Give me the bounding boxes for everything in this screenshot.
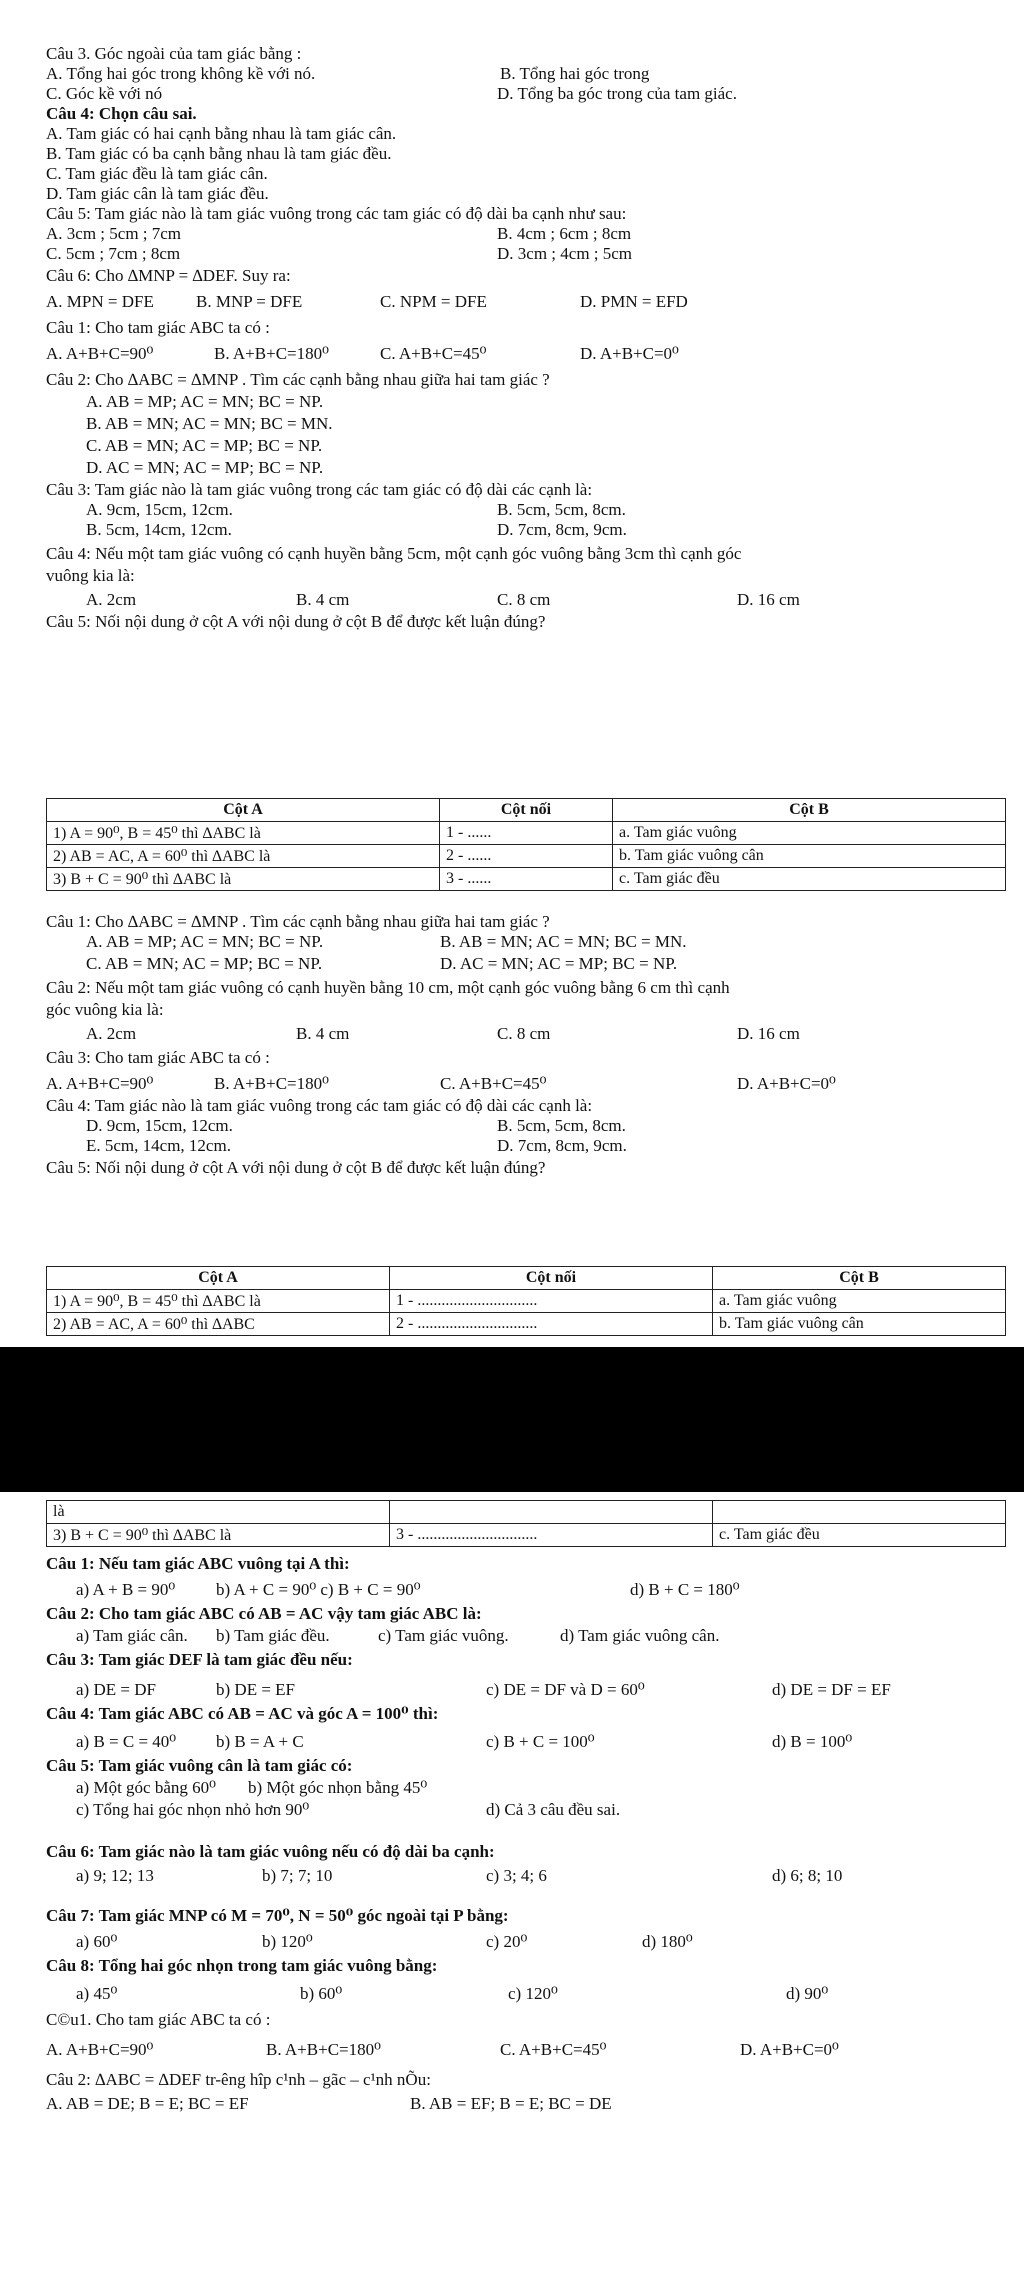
answer-option: C. Góc kề với nó — [46, 84, 163, 103]
table-row — [47, 1524, 1006, 1547]
question-line: C©u1. Cho tam giác ABC ta có : — [46, 2010, 271, 2029]
question-line: Câu 2: Nếu một tam giác vuông có cạnh huyền bằng 10 cm, một cạnh góc vuông bằng 6 cm thì cạnh — [46, 978, 730, 997]
answer-option: b) 120⁰ — [262, 1932, 313, 1951]
question-line: A. AB = MP; AC = MN; BC = NP. — [86, 392, 324, 411]
table-row — [47, 1501, 1006, 1524]
cell: c. Tam giác đều — [613, 868, 1006, 891]
question-line: Câu 1: Nếu tam giác ABC vuông tại A thì: — [46, 1554, 350, 1573]
cell[interactable]: 2 - .............................. — [390, 1313, 713, 1336]
answer-option: A. A+B+C=90⁰ — [46, 1074, 154, 1093]
answer-option: c) DE = DF và D = 60⁰ — [486, 1680, 645, 1699]
answer-option: A. A+B+C=90⁰ — [46, 2040, 154, 2059]
question-line: Câu 5: Nối nội dung ở cột A với nội dung ở cột B để được kết luận đúng? — [46, 612, 546, 631]
answer-option: A. AB = MP; AC = MN; BC = NP. — [86, 932, 324, 951]
table-row — [47, 868, 1006, 891]
answer-option: A. 2cm — [86, 590, 137, 609]
answer-option: a) 45⁰ — [76, 1984, 118, 2003]
question-line: Câu 5: Tam giác vuông cân là tam giác có: — [46, 1756, 353, 1775]
answer-option: b) DE = EF — [216, 1680, 295, 1699]
answer-option: d) Tam giác vuông cân. — [560, 1626, 720, 1645]
answer-option: a) Tam giác cân. — [76, 1626, 188, 1645]
matching-table-3 — [46, 1500, 1006, 1547]
question-line: Câu 3: Cho tam giác ABC ta có : — [46, 1048, 270, 1067]
answer-option: D. PMN = EFD — [580, 292, 688, 311]
answer-option: c) Tam giác vuông. — [378, 1626, 509, 1645]
cell: c. Tam giác đều — [713, 1524, 1006, 1547]
answer-option: B. MNP = DFE — [196, 292, 303, 311]
question-line: Câu 7: Tam giác MNP có M = 70⁰, N = 50⁰ góc ngoài tại P bằng: — [46, 1906, 509, 1925]
answer-option: b) 7; 7; 10 — [262, 1866, 333, 1885]
question-line: Câu 8: Tổng hai góc nhọn trong tam giác vuông bằng: — [46, 1956, 438, 1975]
answer-option: B. AB = MN; AC = MN; BC = MN. — [440, 932, 687, 951]
question-line: Câu 6: Tam giác nào là tam giác vuông nếu có độ dài ba cạnh: — [46, 1842, 495, 1861]
answer-option: A. A+B+C=90⁰ — [46, 344, 154, 363]
table-row — [47, 1290, 1006, 1313]
answer-option: C. A+B+C=45⁰ — [440, 1074, 547, 1093]
answer-option: d) B + C = 180⁰ — [630, 1580, 740, 1599]
question-line: Câu 4: Nếu một tam giác vuông có cạnh huyền bằng 5cm, một cạnh góc vuông bằng 3cm thì cạnh góc — [46, 544, 742, 563]
table-row — [47, 1313, 1006, 1336]
table-row — [47, 822, 1006, 845]
table-header-row — [47, 1267, 1006, 1290]
answer-option: a) B = C = 40⁰ — [76, 1732, 177, 1751]
answer-option: c) 20⁰ — [486, 1932, 528, 1951]
question-line: D. AC = MN; AC = MP; BC = NP. — [86, 458, 324, 477]
cell: 3) B + C = 90⁰ thì ∆ABC là — [47, 1524, 390, 1547]
answer-option: B. 5cm, 5cm, 8cm. — [497, 1116, 626, 1135]
answer-option: B. AB = EF; B = E; BC = DE — [410, 2094, 612, 2113]
cell — [713, 1501, 1006, 1524]
answer-option: d) 6; 8; 10 — [772, 1866, 843, 1885]
matching-table-1 — [46, 798, 1006, 891]
answer-option: d) Cả 3 câu đều sai. — [486, 1800, 621, 1819]
answer-option: B. A+B+C=180⁰ — [214, 344, 329, 363]
answer-option: D. A+B+C=0⁰ — [740, 2040, 839, 2059]
answer-option: b) B = A + C — [216, 1732, 304, 1751]
col-link-header: Cột nối — [390, 1267, 713, 1290]
cell: b. Tam giác vuông cân — [713, 1313, 1006, 1336]
question-line: Câu 3: Tam giác DEF là tam giác đều nếu: — [46, 1650, 353, 1669]
cell[interactable]: 3 - .............................. — [390, 1524, 713, 1547]
matching-table-2 — [46, 1266, 1006, 1336]
cell: a. Tam giác vuông — [713, 1290, 1006, 1313]
black-separator-band — [0, 1347, 1024, 1492]
col-b-header: Cột B — [613, 799, 1006, 822]
question-line: góc vuông kia là: — [46, 1000, 164, 1019]
answer-option: C. 8 cm — [497, 1024, 551, 1043]
answer-option: c) B + C = 100⁰ — [486, 1732, 595, 1751]
question-line: C. AB = MN; AC = MP; BC = NP. — [86, 436, 323, 455]
answer-option: d) B = 100⁰ — [772, 1732, 853, 1751]
answer-option: B. A+B+C=180⁰ — [214, 1074, 329, 1093]
answer-option: D. 7cm, 8cm, 9cm. — [497, 520, 627, 539]
question-line: Câu 3. Góc ngoài của tam giác bằng : — [46, 44, 302, 63]
cell: 2) AB = AC, A = 60⁰ thì ∆ABC — [47, 1313, 390, 1336]
question-line: B. AB = MN; AC = MN; BC = MN. — [86, 414, 333, 433]
answer-option: C. 8 cm — [497, 590, 551, 609]
question-line: Câu 1: Cho ∆ABC = ∆MNP . Tìm các cạnh bằng nhau giữa hai tam giác ? — [46, 912, 550, 931]
answer-option: b) Tam giác đều. — [216, 1626, 330, 1645]
answer-option: D. 7cm, 8cm, 9cm. — [497, 1136, 627, 1155]
answer-option: c) 3; 4; 6 — [486, 1866, 547, 1885]
answer-option: A. 2cm — [86, 1024, 137, 1043]
answer-option: D. 9cm, 15cm, 12cm. — [86, 1116, 233, 1135]
answer-option: a) A + B = 90⁰ — [76, 1580, 176, 1599]
cell[interactable]: 3 - ...... — [440, 868, 613, 891]
answer-option: C. A+B+C=45⁰ — [500, 2040, 607, 2059]
answer-option: B. 5cm, 14cm, 12cm. — [86, 520, 232, 539]
cell[interactable]: 1 - ...... — [440, 822, 613, 845]
answer-option: a) Một góc bằng 60⁰ — [76, 1778, 216, 1797]
cell — [390, 1501, 713, 1524]
answer-option: A. MPN = DFE — [46, 292, 154, 311]
col-link-header: Cột nối — [440, 799, 613, 822]
question-line: Câu 1: Cho tam giác ABC ta có : — [46, 318, 270, 337]
answer-option: C. A+B+C=45⁰ — [380, 344, 487, 363]
question-line: B. Tam giác có ba cạnh bằng nhau là tam giác đều. — [46, 144, 392, 163]
answer-option: A. 3cm ; 5cm ; 7cm — [46, 224, 182, 243]
question-line: Câu 6: Cho ∆MNP = ∆DEF. Suy ra: — [46, 266, 291, 285]
answer-option: a) 9; 12; 13 — [76, 1866, 154, 1885]
question-line: Câu 4: Tam giác nào là tam giác vuông trong các tam giác có độ dài các cạnh là: — [46, 1096, 593, 1115]
answer-option: B. 4 cm — [296, 590, 350, 609]
col-a-header: Cột A — [47, 1267, 390, 1290]
cell: 1) A = 90⁰, B = 45⁰ thì ∆ABC là — [47, 822, 440, 845]
answer-option: A. Tổng hai góc trong không kề với nó. — [46, 64, 316, 83]
answer-option: b) Một góc nhọn bằng 45⁰ — [248, 1778, 428, 1797]
table-header-row — [47, 799, 1006, 822]
answer-option: B. 4 cm — [296, 1024, 350, 1043]
cell: 1) A = 90⁰, B = 45⁰ thì ∆ABC là — [47, 1290, 390, 1313]
answer-option: D. 16 cm — [737, 590, 800, 609]
cell[interactable]: 1 - .............................. — [390, 1290, 713, 1313]
answer-option: B. 4cm ; 6cm ; 8cm — [497, 224, 632, 243]
question-line: C. Tam giác đều là tam giác cân. — [46, 164, 268, 183]
answer-option: b) 60⁰ — [300, 1984, 343, 2003]
question-line: Câu 5: Nối nội dung ở cột A với nội dung ở cột B để được kết luận đúng? — [46, 1158, 546, 1177]
answer-option: C. AB = MN; AC = MP; BC = NP. — [86, 954, 323, 973]
answer-option: A. 9cm, 15cm, 12cm. — [86, 500, 233, 519]
answer-option: D. A+B+C=0⁰ — [737, 1074, 836, 1093]
table-row — [47, 845, 1006, 868]
question-line: Câu 2: Cho ∆ABC = ∆MNP . Tìm các cạnh bằng nhau giữa hai tam giác ? — [46, 370, 550, 389]
question-line: Câu 4: Chọn câu sai. — [46, 104, 197, 123]
answer-option: C. 5cm ; 7cm ; 8cm — [46, 244, 181, 263]
cell: là — [47, 1501, 390, 1524]
answer-option: b) A + C = 90⁰ c) B + C = 90⁰ — [216, 1580, 421, 1599]
question-line: D. Tam giác cân là tam giác đều. — [46, 184, 269, 203]
cell: a. Tam giác vuông — [613, 822, 1006, 845]
cell: 2) AB = AC, A = 60⁰ thì ∆ABC là — [47, 845, 440, 868]
answer-option: D. A+B+C=0⁰ — [580, 344, 679, 363]
col-b-header: Cột B — [713, 1267, 1006, 1290]
answer-option: B. A+B+C=180⁰ — [266, 2040, 381, 2059]
answer-option: D. 3cm ; 4cm ; 5cm — [497, 244, 633, 263]
answer-option: a) DE = DF — [76, 1680, 156, 1699]
answer-option: B. 5cm, 5cm, 8cm. — [497, 500, 626, 519]
answer-option: d) 180⁰ — [642, 1932, 693, 1951]
question-line: Câu 2: ∆ABC = ∆DEF tr-êng hîp c¹nh – gãc – c¹nh nÕu: — [46, 2070, 431, 2089]
answer-option: c) 120⁰ — [508, 1984, 558, 2003]
question-line: Câu 4: Tam giác ABC có AB = AC và góc A = 100⁰ thì: — [46, 1704, 439, 1723]
answer-option: D. AC = MN; AC = MP; BC = NP. — [440, 954, 678, 973]
question-line: Câu 2: Cho tam giác ABC có AB = AC vậy tam giác ABC là: — [46, 1604, 482, 1623]
answer-option: B. Tổng hai góc trong — [500, 64, 650, 83]
question-line: Câu 3: Tam giác nào là tam giác vuông trong các tam giác có độ dài các cạnh là: — [46, 480, 593, 499]
answer-option: D. Tổng ba góc trong của tam giác. — [497, 84, 737, 103]
col-a-header: Cột A — [47, 799, 440, 822]
question-line: A. Tam giác có hai cạnh bằng nhau là tam giác cân. — [46, 124, 397, 143]
cell: b. Tam giác vuông cân — [613, 845, 1006, 868]
answer-option: d) DE = DF = EF — [772, 1680, 891, 1699]
cell: 3) B + C = 90⁰ thì ∆ABC là — [47, 868, 440, 891]
answer-option: D. 16 cm — [737, 1024, 800, 1043]
cell[interactable]: 2 - ...... — [440, 845, 613, 868]
answer-option: d) 90⁰ — [786, 1984, 829, 2003]
question-line: vuông kia là: — [46, 566, 135, 585]
answer-option: c) Tổng hai góc nhọn nhỏ hơn 90⁰ — [76, 1800, 310, 1819]
question-line: Câu 5: Tam giác nào là tam giác vuông trong các tam giác có độ dài ba cạnh như sau: — [46, 204, 627, 223]
answer-option: A. AB = DE; B = E; BC = EF — [46, 2094, 249, 2113]
answer-option: C. NPM = DFE — [380, 292, 487, 311]
answer-option: a) 60⁰ — [76, 1932, 118, 1951]
answer-option: E. 5cm, 14cm, 12cm. — [86, 1136, 231, 1155]
